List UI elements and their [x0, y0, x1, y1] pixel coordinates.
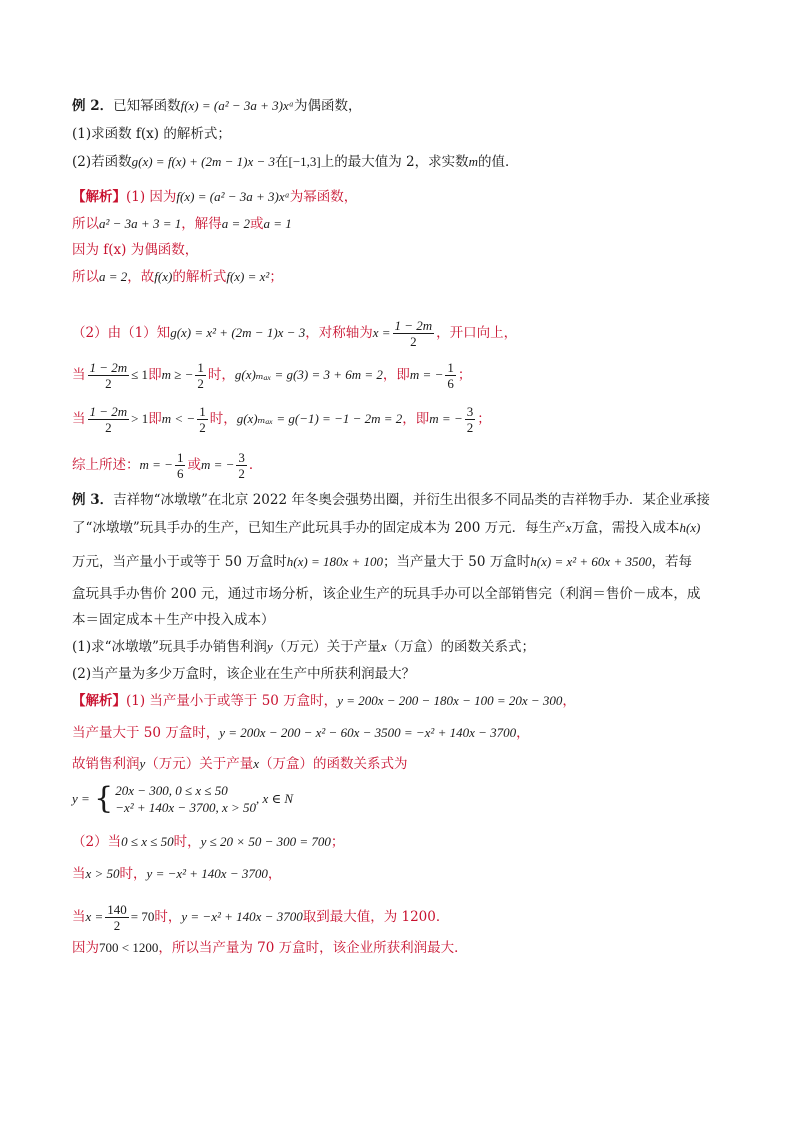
formula: m ≥ −	[161, 367, 194, 382]
solution-3-line-8	[72, 938, 734, 958]
denominator: 2	[238, 466, 245, 481]
formula: a = 2	[221, 216, 250, 231]
formula: = 70	[130, 909, 155, 924]
denominator: 2	[113, 918, 121, 933]
text: ，即	[382, 367, 410, 383]
denominator: 2	[199, 420, 206, 435]
formula: m = −	[409, 367, 444, 382]
text: 时，	[209, 411, 237, 427]
text: ，开口向上，	[436, 325, 518, 341]
formula: y = 200x − 200 − x² − 60x − 3500 = −x² + 140x − 3700	[219, 725, 517, 740]
text: 或	[187, 457, 201, 473]
text: ；当产量大于 50 万盒时	[383, 554, 531, 570]
fraction	[393, 318, 435, 349]
text: ，解得	[181, 216, 222, 232]
solution-2-line-5	[72, 318, 734, 349]
formula: h(x) = 180x + 100	[286, 554, 384, 569]
numerator: 140	[107, 902, 127, 917]
solution-3-line-7	[72, 902, 734, 933]
text: ，对称轴为	[305, 325, 373, 341]
formula: y	[139, 756, 146, 771]
text: (2)若函数	[72, 154, 132, 170]
example-3-para-2	[72, 518, 734, 538]
text: 当	[72, 866, 86, 882]
formula: m	[468, 154, 479, 169]
fraction	[195, 360, 206, 391]
text: ，故	[127, 269, 155, 285]
formula: m = −	[139, 457, 173, 472]
numerator: 1	[447, 360, 454, 375]
numerator: 1 − 2m	[89, 404, 128, 419]
formula: x > 50	[85, 866, 120, 881]
formula: m = −	[429, 411, 463, 426]
formula: 700 < 1200	[99, 940, 159, 955]
text: 故销售利润	[72, 756, 140, 772]
denominator: 2	[410, 334, 417, 349]
solution-3-line-3	[72, 754, 734, 774]
solution-3-line-5	[72, 832, 734, 852]
left-brace: {	[94, 781, 114, 816]
text: （万盒）的函数关系式；	[386, 639, 535, 655]
denominator: 2	[105, 420, 112, 435]
formula: x	[253, 756, 260, 771]
case-2: −x² + 140x − 3700, x > 50	[115, 800, 256, 815]
formula: a² − 3a + 3 = 1	[99, 216, 182, 231]
text: 在	[275, 154, 289, 170]
formula: [−1,3]	[288, 154, 321, 169]
numerator: 1	[197, 360, 204, 375]
numerator: 1 − 2m	[394, 318, 433, 333]
text: (1) 当产量小于或等于 50 万盒时，	[126, 693, 338, 709]
piecewise-function	[72, 782, 734, 816]
text: ，	[516, 725, 530, 741]
text: ，即	[402, 411, 430, 427]
text: 当产量大于 50 万盒时，	[72, 725, 220, 741]
example-label: 例 2．	[72, 98, 114, 114]
text: ；	[330, 834, 345, 850]
example-2-question-2	[72, 152, 734, 172]
formula: f(x)	[154, 269, 173, 284]
formula: > 1	[131, 411, 149, 426]
formula: y =	[72, 791, 90, 806]
formula: h(x)	[679, 520, 701, 535]
text: 为偶函数，	[293, 98, 362, 114]
text: 即	[148, 411, 162, 427]
text: 当	[72, 909, 86, 925]
text: (1) 因为	[126, 189, 177, 205]
text: （2）当	[72, 834, 122, 850]
fraction	[236, 450, 247, 481]
numerator: 1 − 2m	[89, 360, 128, 375]
formula: x =	[372, 325, 391, 340]
formula: g(x) = x² + (2m − 1)x − 3	[170, 325, 306, 340]
formula: ≤ 1	[131, 367, 149, 382]
text: 的值．	[478, 154, 519, 170]
text: （万元）关于产量	[272, 639, 381, 655]
text: ，	[562, 693, 576, 709]
text: 的解析式	[172, 269, 227, 285]
text: 上的最大值为 2，求实数	[320, 154, 469, 170]
formula: x	[380, 639, 387, 654]
formula: y	[266, 639, 273, 654]
example-2-heading	[72, 96, 734, 116]
text: 吉祥物“冰墩墩”在北京 2022 年冬奥会强势出圈，并衍生出很多不同品类的吉祥物手办．某企业承接	[113, 492, 710, 508]
text: 或	[250, 216, 264, 232]
denominator: 2	[197, 376, 204, 391]
numerator: 3	[466, 404, 474, 419]
text: ；	[477, 411, 491, 427]
solution-2-line-7	[72, 404, 734, 435]
formula: f(x) = (a² − 3a + 3)xᵃ	[176, 189, 290, 204]
fraction	[175, 450, 186, 481]
formula: y = −x² + 140x − 3700	[146, 866, 268, 881]
solution-2-line-4	[72, 267, 734, 287]
text: 因为	[72, 940, 99, 956]
formula: f(x) = (a² − 3a + 3)xᵃ	[180, 98, 294, 113]
text: ，	[267, 866, 282, 882]
denominator: 6	[447, 376, 454, 391]
denominator: 6	[176, 466, 184, 481]
formula: a = 2	[99, 269, 128, 284]
formula: 0 ≤ x ≤ 50	[121, 834, 174, 849]
fraction	[105, 902, 129, 933]
formula: f(x) = x²	[226, 269, 270, 284]
solution-2-line-6	[72, 360, 734, 391]
solution-tag: 【解析】	[72, 693, 126, 709]
fraction	[88, 360, 130, 391]
formula: h(x) = x² + 60x + 3500	[530, 554, 652, 569]
example-3-para-4: 盒玩具手办售价 200 元，通过市场分析，该企业生产的玩具手办可以全部销售完（利润＝售价－成本，成	[72, 586, 701, 602]
solution-2-line-8	[72, 450, 734, 481]
formula: a = 1	[263, 216, 292, 231]
text: 综上所述：	[72, 457, 140, 473]
piecewise-cases	[115, 782, 256, 816]
text: 万元，当产量小于或等于 50 万盒时	[72, 554, 287, 570]
text: 已知幂函数	[113, 98, 181, 114]
formula: x =	[85, 909, 104, 924]
fraction	[465, 404, 476, 435]
denominator: 2	[105, 376, 112, 391]
text: 时，	[207, 367, 235, 383]
formula: g(x) = f(x) + (2m − 1)x − 3	[131, 154, 275, 169]
solution-2-line-2	[72, 214, 734, 234]
solution-3-line-2	[72, 723, 734, 743]
example-3-question-1	[72, 637, 734, 657]
text: 时，	[119, 866, 147, 882]
text: 万盒，需投入成本	[571, 520, 680, 536]
numerator: 3	[238, 450, 245, 465]
fraction	[197, 404, 208, 435]
fraction	[445, 360, 456, 391]
example-3-para-5: 本＝固定成本＋生产中投入成本）	[72, 612, 275, 628]
text: ；	[269, 269, 283, 285]
text: 取到最大值，为 1200．	[302, 909, 450, 925]
case-1: 20x − 300, 0 ≤ x ≤ 50	[115, 783, 228, 798]
formula: y = −x² + 140x − 3700	[181, 909, 303, 924]
solution-3-line-1	[72, 691, 734, 711]
numerator: 1	[176, 450, 184, 465]
text: (1)求“冰墩墩”玩具手办销售利润	[72, 639, 267, 655]
text: 时，	[154, 909, 182, 925]
text: ，所以当产量为 70 万盒时，该企业所获利润最大．	[158, 940, 468, 956]
formula: y ≤ 20 × 50 − 300 = 700	[200, 834, 331, 849]
text: 当	[72, 367, 86, 383]
text: 所以	[72, 269, 99, 285]
text: （万元）关于产量	[145, 756, 254, 772]
text: 时，	[173, 834, 201, 850]
numerator: 1	[199, 404, 206, 419]
text: 所以	[72, 216, 99, 232]
example-3-para-3	[72, 552, 734, 572]
solution-2-line-3: 因为 f(x) 为偶函数，	[72, 242, 199, 258]
text: 当	[72, 411, 86, 427]
text: ；	[457, 367, 472, 383]
formula: x	[565, 520, 572, 535]
text: ，若每	[651, 554, 692, 570]
text: ．	[248, 457, 263, 473]
formula: m < −	[161, 411, 196, 426]
fraction	[88, 404, 130, 435]
example-2-question-1: (1)求函数 f(x) 的解析式；	[72, 126, 231, 142]
text: （2）由（1）知	[72, 325, 171, 341]
solution-tag: 【解析】	[72, 189, 126, 205]
formula: m = −	[200, 457, 235, 472]
formula: , x ∈ N	[256, 791, 294, 806]
text: 了“冰墩墩”玩具手办的生产，已知生产此玩具手办的固定成本为 200 万元．每生产	[72, 520, 566, 536]
formula: y = 200x − 200 − 180x − 100 = 20x − 300	[337, 693, 563, 708]
solution-3-line-6	[72, 864, 734, 884]
denominator: 2	[466, 420, 474, 435]
formula: g(x)ₘₐₓ = g(3) = 3 + 6m = 2	[234, 367, 383, 382]
formula: g(x)ₘₐₓ = g(−1) = −1 − 2m = 2	[236, 411, 403, 426]
text: （万盒）的函数关系式为	[259, 756, 408, 772]
example-label: 例 3．	[72, 492, 114, 508]
text: 为幂函数，	[289, 189, 358, 205]
solution-2-line-1	[72, 187, 734, 207]
example-3-para-1	[72, 490, 734, 510]
text: 即	[148, 367, 162, 383]
example-3-question-2: (2)当产量为多少万盒时，该企业在生产中所获利润最大？	[72, 666, 416, 682]
